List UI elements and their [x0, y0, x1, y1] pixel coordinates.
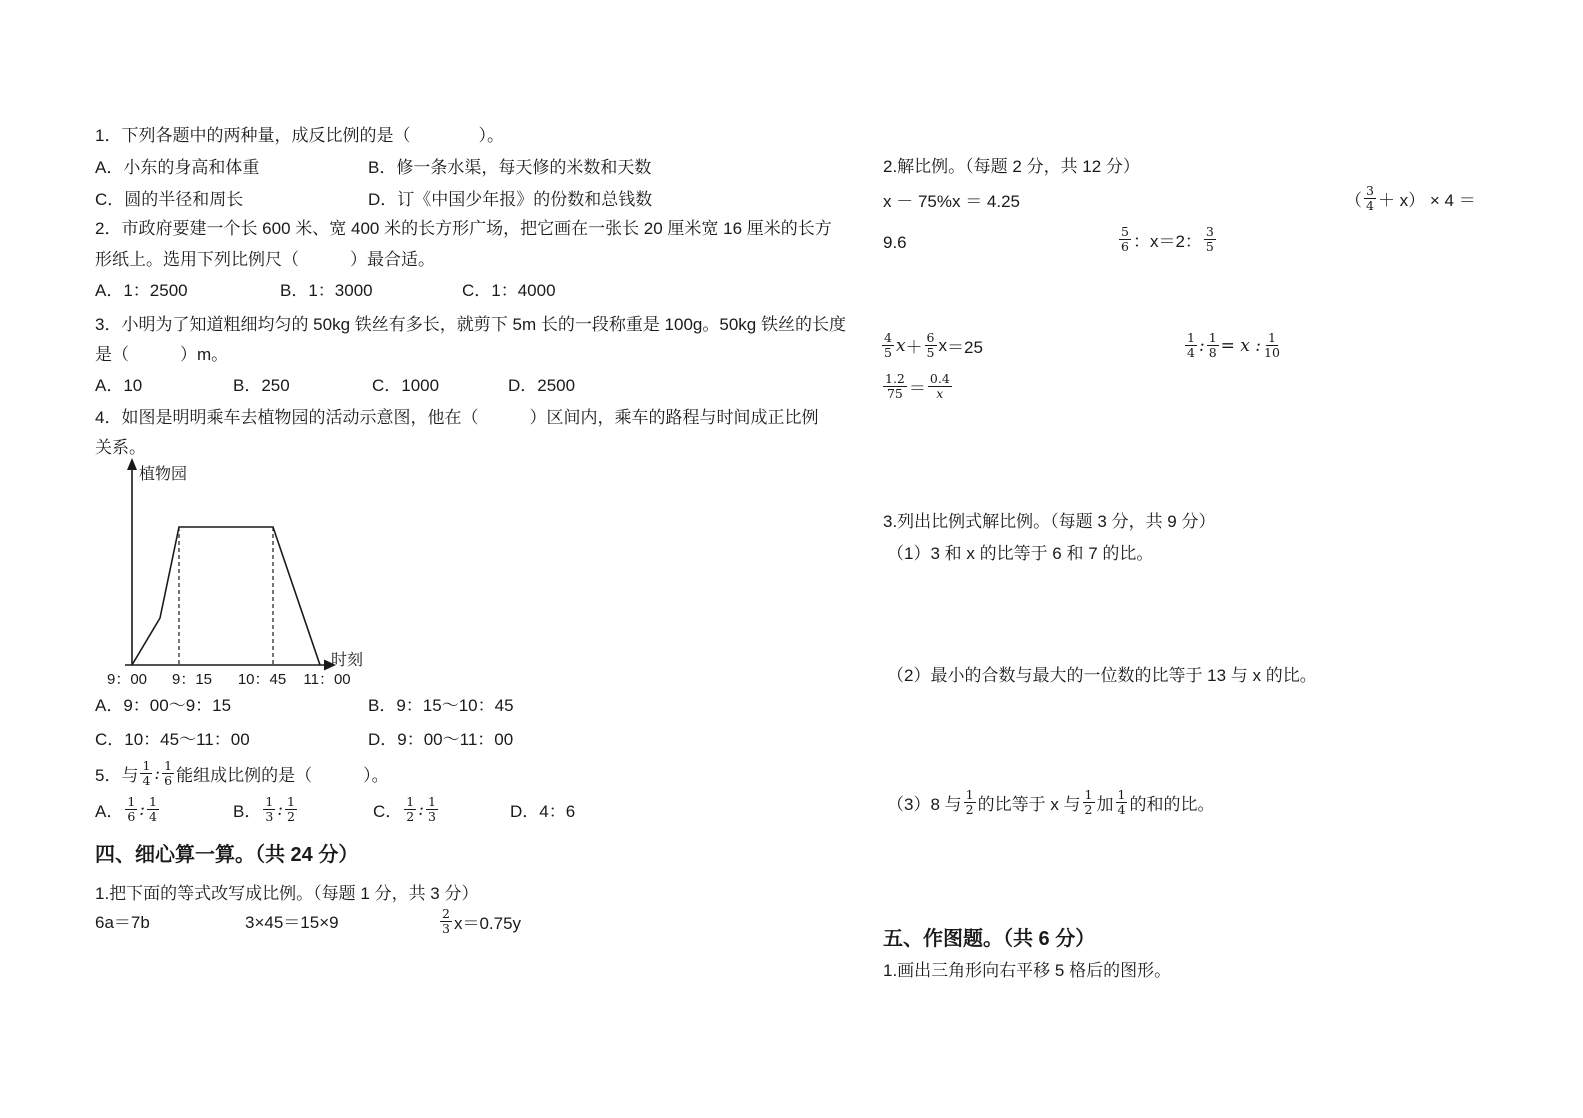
section-4-sub1: 1.把下面的等式改写成比例。（每题 1 分，共 3 分） [95, 884, 479, 903]
rewrite-eq-2: 3×45＝15×9 [245, 913, 339, 932]
fraction: $\frac{3}{4}$ [1366, 183, 1374, 214]
q4-option-b: B．9：15～10：45 [368, 696, 514, 715]
distance-line [132, 527, 320, 665]
q2-option-a: A．1：2500 [95, 281, 188, 300]
fraction: $\frac{3}{5}$ [1205, 224, 1214, 255]
q3-option-c: C．1000 [372, 376, 440, 395]
figure-x-axis-label: 时刻 [331, 652, 364, 669]
q2-stem-line1: 2．市政府要建一个长 600 米、宽 400 米的长方形广场，把它画在一张长 20 厘米宽 16 厘米的长方 [95, 219, 832, 238]
q4-stem-line2: 关系。 [95, 438, 146, 457]
fraction: $\frac{4}{5}$ [884, 330, 892, 361]
section-5-item-1: 1.画出三角形向右平移 5 格后的图形。 [883, 961, 1172, 980]
q5-option-b: B． $\frac{1}{3}$ : $\frac{1}{2}$ [233, 794, 295, 825]
q5-option-c: C． $\frac{1}{2}$ : $\frac{1}{3}$ [373, 794, 436, 825]
fraction: $\frac{1}{2}$ [406, 794, 415, 825]
fraction: $\frac{1}{4}$ [142, 758, 151, 789]
q5-stem-suffix: 能组成比例的是（ ）。 [176, 766, 389, 786]
figure-y-axis-label: 植物园 [139, 466, 188, 483]
solve-proportion-title: 2.解比例。（每题 2 分，共 12 分） [883, 157, 1140, 176]
fraction: $\frac{1}{6}$ [164, 758, 173, 789]
fraction: $\frac{1}{3}$ [265, 794, 274, 825]
rewrite-eq-1: 6a＝7b [95, 913, 150, 932]
write-proportion-title: 3.列出比例式解比例。（每题 3 分，共 9 分） [883, 512, 1216, 531]
q1-option-d: D．订《中国少年报》的份数和总钱数 [368, 190, 653, 209]
q5-stem [95, 759, 389, 789]
q3-option-d: D．2500 [508, 376, 576, 395]
fraction: $\frac{1}{4}$ [1187, 330, 1195, 361]
q1-option-c: C．圆的半径和周长 [95, 190, 244, 209]
fraction: $\frac{5}{6}$ [1121, 224, 1129, 255]
q2-stem-line2: 形纸上。选用下列比例尺（ ）最合适。 [95, 250, 435, 269]
fraction: $\frac{1}{4}$ [1117, 787, 1126, 818]
fraction: $\frac{1}{2}$ [965, 787, 974, 818]
x-tick-915: 9：15 [171, 671, 213, 688]
q4-figure-trip-chart [95, 455, 405, 695]
fraction: $\frac{1}{2}$ [287, 794, 295, 825]
q3-stem-line2: 是（ ）m。 [95, 345, 229, 364]
rewrite-eq-3: $\frac{2}{3}$ x＝0.75y [442, 906, 522, 937]
x-tick-1100: 11：00 [303, 671, 351, 688]
solve-eq-1: x － 75%x ＝ 4.25 [883, 192, 1021, 211]
ratio-colon: : [139, 799, 146, 820]
solve-eq-3: $\frac{5}{6}$ ：x＝2： $\frac{3}{5}$ [1121, 224, 1214, 255]
solve-eq-4: $\frac{4}{5}$ x ＋ $\frac{6}{5}$ x ＝25 [884, 330, 983, 361]
x-tick-1045: 10：45 [237, 671, 287, 688]
solve-eq-2: （ $\frac{3}{4}$ ＋ x） × 4 ＝ [1345, 183, 1476, 214]
y-axis-arrow [127, 458, 137, 470]
fraction: $\frac{6}{5}$ [926, 330, 935, 361]
q1-option-b: B．修一条水渠，每天修的米数和天数 [368, 158, 652, 177]
q1-stem: 1．下列各题中的两种量，成反比例的是（ ）。 [95, 126, 504, 145]
fraction: $\frac{2}{3}$ [442, 906, 450, 937]
write-proportion-item-1: （1）3 和 x 的比等于 6 和 7 的比。 [887, 544, 1154, 563]
ratio-colon: : [154, 763, 161, 784]
q5-option-a: A． $\frac{1}{6}$ : $\frac{1}{4}$ [95, 794, 157, 825]
fraction: $\frac{1}{10}$ [1264, 330, 1280, 361]
solve-eq-2-result: 9.6 [883, 233, 907, 252]
q2-option-c: C．1：4000 [462, 281, 556, 300]
section-5-title: 五、作图题。（共 6 分） [883, 928, 1096, 950]
q4-option-a: A．9：00～9：15 [95, 696, 232, 715]
write-proportion-item-2: （2）最小的合数与最大的一位数的比等于 13 与 x 的比。 [887, 666, 1317, 685]
ratio-colon: : [277, 799, 284, 820]
fraction: $\frac{0.4}{x}$ [929, 371, 950, 402]
q5-stem-prefix: 5．与 [95, 766, 139, 786]
q4-stem-line1: 4．如图是明明乘车去植物园的活动示意图，他在（ ）区间内，乘车的路程与时间成正比例 [95, 408, 819, 427]
q3-option-a: A．10 [95, 376, 143, 395]
fraction: $\frac{1}{6}$ [127, 794, 136, 825]
q2-option-b: B．1：3000 [280, 281, 373, 300]
fraction: $\frac{1.2}{75}$ [885, 371, 905, 402]
q4-option-c: C．10：45～11：00 [95, 730, 250, 749]
q3-stem-line1: 3．小明为了知道粗细均匀的 50kg 铁丝有多长，就剪下 5m 长的一段称重是 100g。50kg 铁丝的长度 [95, 315, 846, 334]
fraction: $\frac{1}{8}$ [1208, 330, 1217, 361]
x-tick-900: 9：00 [106, 671, 148, 688]
solve-eq-6: $\frac{1.2}{75}$ ＝ $\frac{0.4}{x}$ [885, 371, 950, 402]
section-4-title: 四、细心算一算。（共 24 分） [95, 844, 359, 866]
fraction: $\frac{1}{2}$ [1084, 787, 1093, 818]
fraction: $\frac{1}{3}$ [427, 794, 436, 825]
q4-option-d: D．9：00～11：00 [368, 730, 514, 749]
q5-option-d: D．4：6 [510, 802, 576, 821]
q1-option-a: A．小东的身高和体重 [95, 158, 260, 177]
write-proportion-item-3: （3）8 与 $\frac{1}{2}$ 的比等于 x 与 $\frac{1}{2}$ 加 $\frac{1}{4}$ 的和的比。 [887, 787, 1215, 818]
solve-eq-5: $\frac{1}{4}$ : $\frac{1}{8}$ = x : $\frac{1}{10}$ [1187, 330, 1280, 361]
fraction: $\frac{1}{4}$ [149, 794, 157, 825]
ratio-colon: : [418, 799, 424, 820]
q3-option-b: B．250 [233, 376, 290, 395]
